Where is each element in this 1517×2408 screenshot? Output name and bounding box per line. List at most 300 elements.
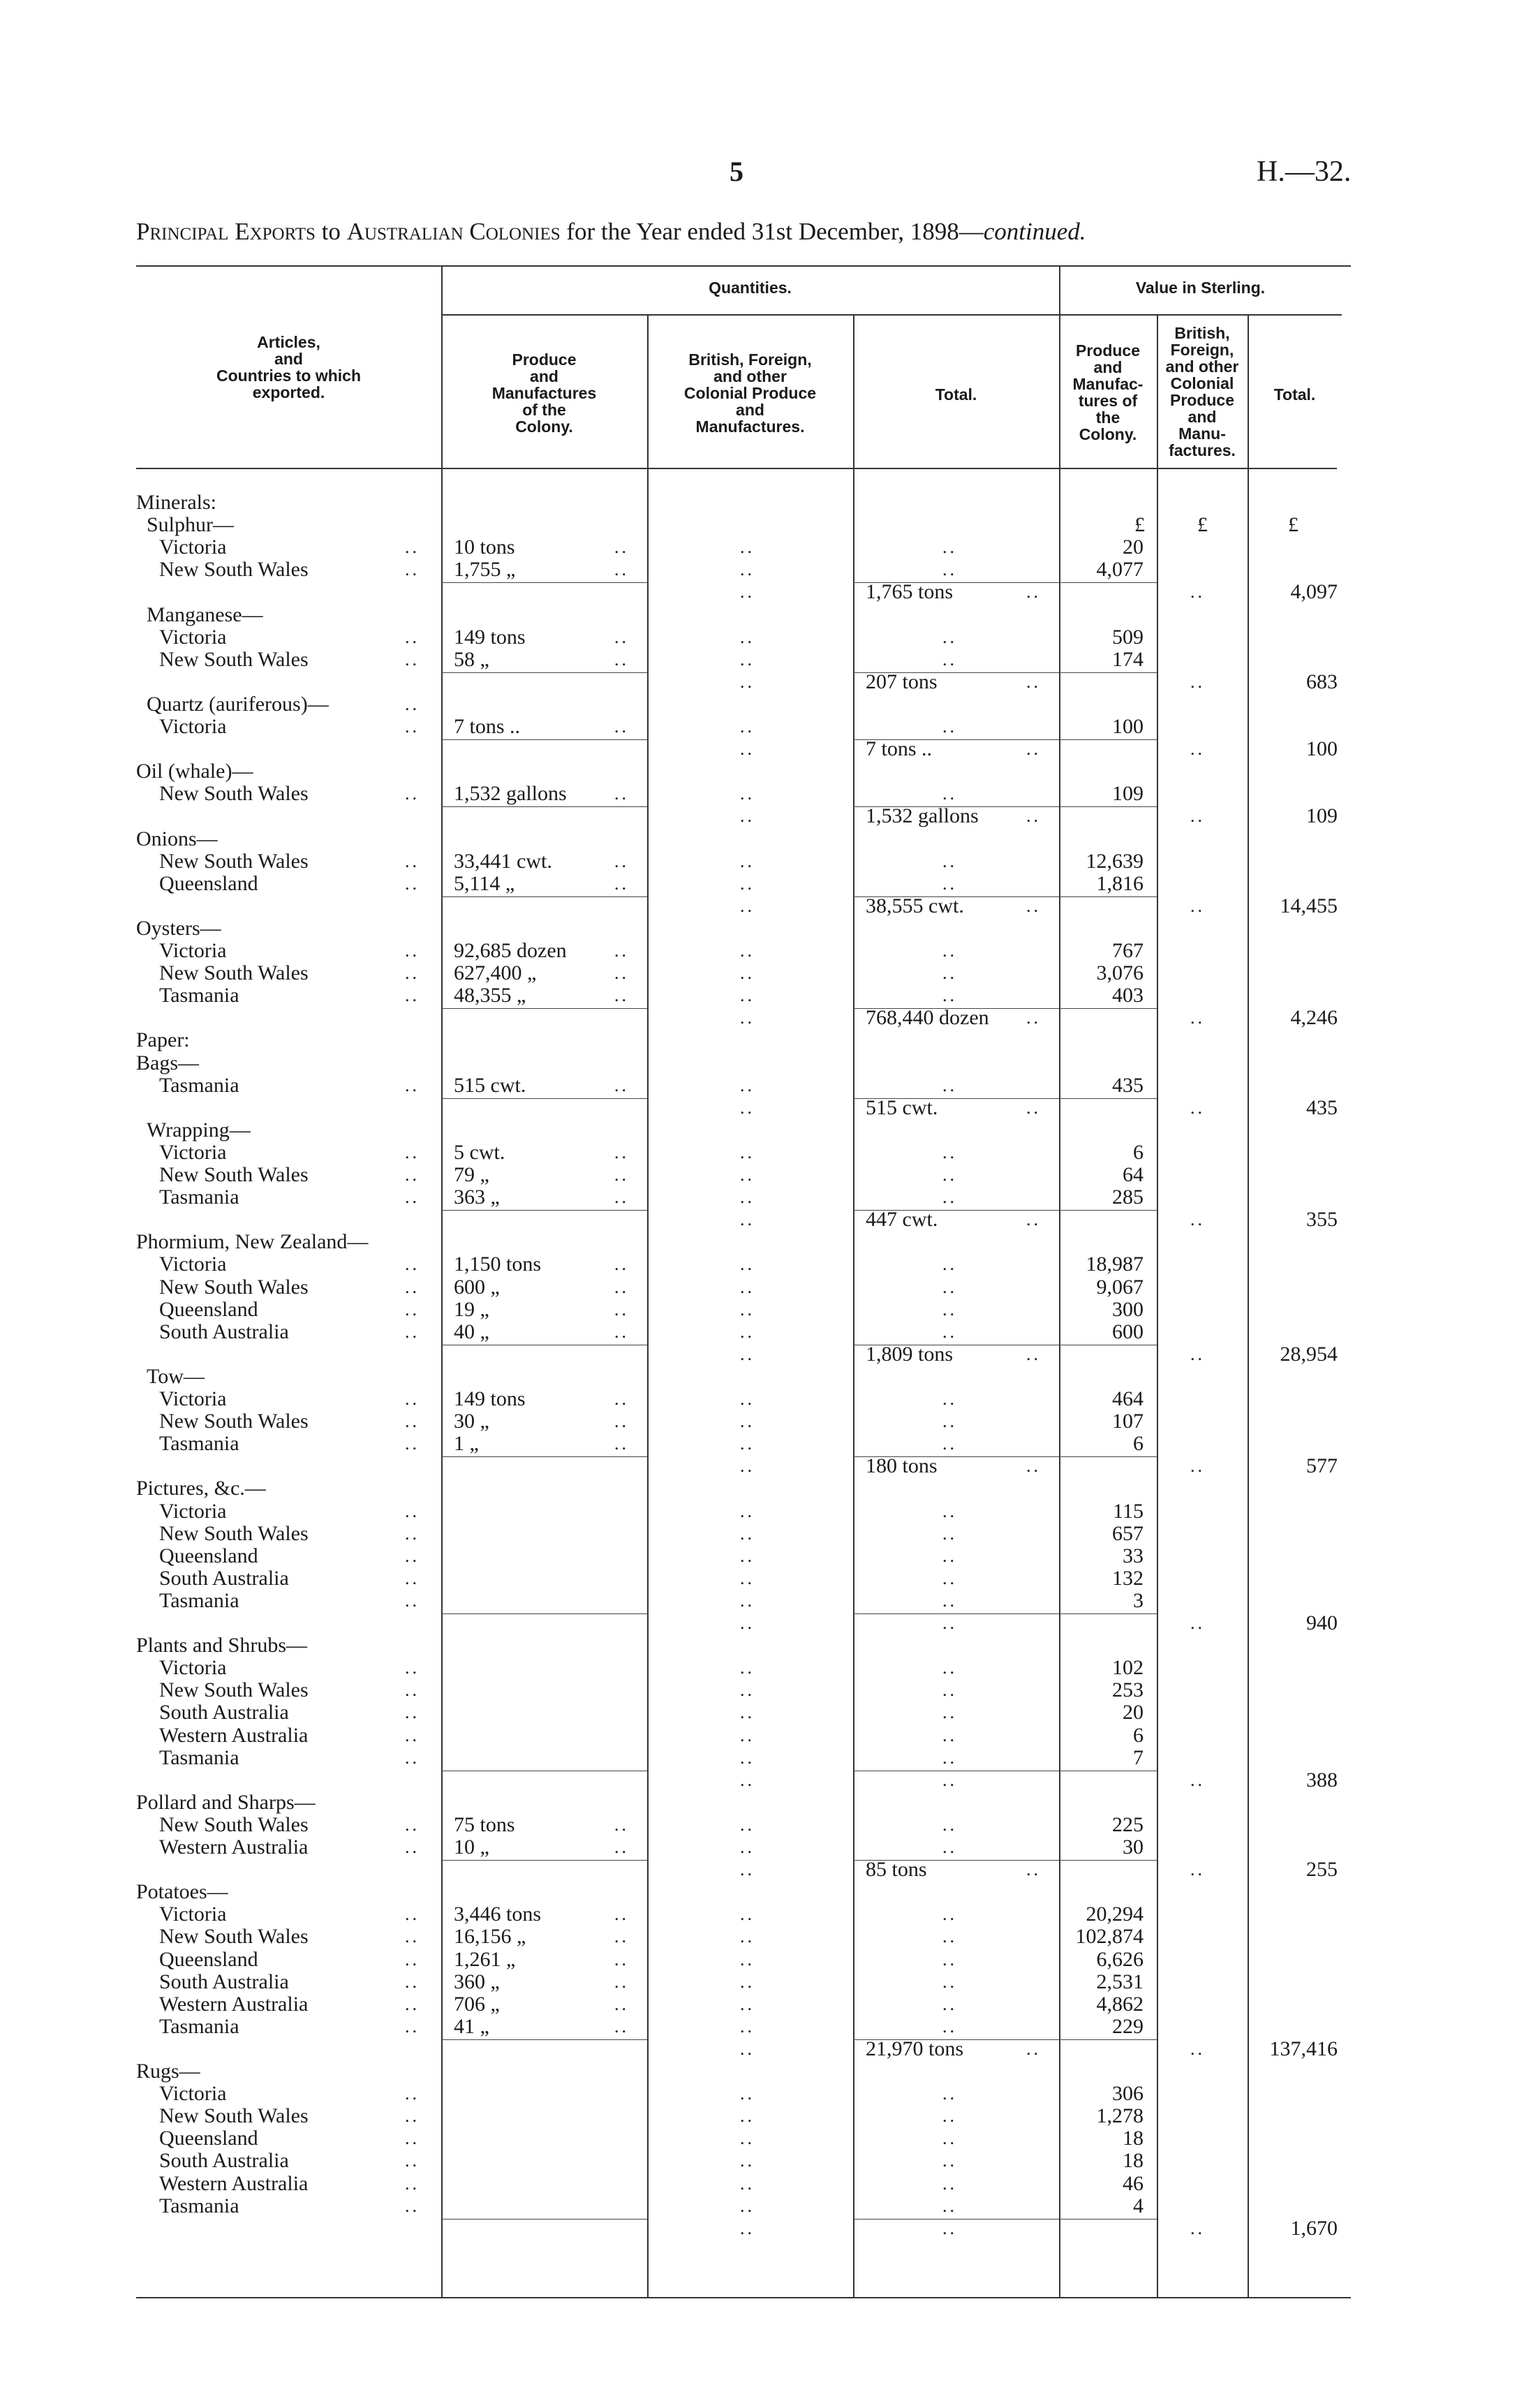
col-divider	[647, 314, 649, 2298]
value-produce: 3	[1133, 1588, 1144, 1612]
leader-dots: ..	[942, 1389, 957, 1409]
leader-dots: ..	[405, 1926, 420, 1947]
qty-produce-value: 360 „	[454, 1970, 500, 1993]
value-produce: 225	[1112, 1812, 1144, 1836]
leader-dots: ..	[614, 649, 629, 670]
leader-dots: ..	[740, 2016, 755, 2037]
leader-dots: ..	[740, 1769, 755, 1790]
leader-dots: ..	[740, 1613, 755, 1633]
country-label: Victoria	[159, 2082, 227, 2106]
country-label: New South Wales	[159, 1925, 309, 1949]
category-label: Rugs—	[136, 2060, 200, 2083]
leader-dots: ..	[740, 1500, 755, 1521]
leader-dots: ..	[740, 649, 755, 670]
country-label: Victoria	[159, 1140, 227, 1164]
leader-dots: ..	[942, 1724, 957, 1745]
leader-dots: ..	[405, 2195, 420, 2216]
leader-dots: ..	[740, 1859, 755, 1880]
value-produce: 253	[1112, 1678, 1144, 1702]
leader-dots: ..	[405, 2106, 420, 2127]
leader-dots: ..	[614, 1814, 629, 1835]
leader-dots: ..	[1190, 1209, 1205, 1230]
leader-dots: ..	[1026, 1007, 1041, 1028]
leader-dots: ..	[942, 2106, 957, 2127]
value-produce: 403	[1112, 984, 1144, 1007]
qty-produce-value: 1,261 „	[454, 1947, 516, 1971]
value-produce: 306	[1112, 2082, 1144, 2106]
country-label: Tasmania	[159, 1745, 239, 1769]
leader-dots: ..	[614, 1254, 629, 1275]
country-label: Western Australia	[159, 1723, 309, 1747]
leader-dots: ..	[740, 1837, 755, 1857]
page-number: 5	[730, 156, 743, 187]
category-label: Minerals:	[136, 491, 216, 514]
leader-dots: ..	[614, 1411, 629, 1432]
leader-dots: ..	[942, 1433, 957, 1454]
col-divider	[441, 265, 443, 2298]
category-label: Tow—	[147, 1364, 205, 1388]
qty-produce-value: 600 „	[454, 1275, 500, 1299]
leader-dots: ..	[942, 1567, 957, 1588]
leader-dots: ..	[614, 1904, 629, 1925]
category-label: Phormium, New Zealand—	[136, 1230, 369, 1254]
category-label: Paper:	[136, 1028, 190, 1052]
leader-dots: ..	[405, 1680, 420, 1701]
leader-dots: ..	[740, 716, 755, 737]
sum-rule	[441, 1098, 647, 1099]
value-produce: 18,987	[1086, 1253, 1144, 1276]
leader-dots: ..	[1190, 1456, 1205, 1477]
leader-dots: ..	[405, 1971, 420, 1992]
leader-dots: ..	[614, 1926, 629, 1947]
leader-dots: ..	[405, 1254, 420, 1275]
leader-dots: ..	[614, 1299, 629, 1320]
leader-dots: ..	[942, 1702, 957, 1723]
leader-dots: ..	[614, 1321, 629, 1342]
leader-dots: ..	[740, 2173, 755, 2194]
leader-dots: ..	[942, 1613, 957, 1633]
country-label: South Australia	[159, 1970, 289, 1993]
leader-dots: ..	[740, 2083, 755, 2104]
leader-dots: ..	[405, 1523, 420, 1544]
value-produce: 6	[1133, 1723, 1144, 1747]
qty-total-value: 1,765 tons	[866, 580, 954, 604]
leader-dots: ..	[740, 806, 755, 827]
value-produce: 600	[1112, 1320, 1144, 1343]
qty-produce-value: 1,755 „	[454, 558, 516, 582]
category-label: Potatoes—	[136, 1880, 228, 1904]
leader-dots: ..	[942, 1523, 957, 1544]
value-produce: 64	[1123, 1163, 1144, 1186]
country-label: New South Wales	[159, 2104, 309, 2128]
qty-produce-value: 19 „	[454, 1297, 489, 1321]
leader-dots: ..	[614, 559, 629, 580]
leader-dots: ..	[942, 2083, 957, 2104]
leader-dots: ..	[405, 1904, 420, 1925]
sum-rule	[441, 1210, 647, 1211]
leader-dots: ..	[405, 1567, 420, 1588]
value-produce: 30	[1123, 1835, 1144, 1859]
header-qty-british: British, Foreign, and other Colonial Produce and Manufactures.	[683, 350, 817, 436]
col-divider	[1059, 265, 1060, 2298]
country-label: Tasmania	[159, 1588, 239, 1612]
sum-rule	[441, 1860, 647, 1861]
country-label: Victoria	[159, 715, 227, 738]
country-label: South Australia	[159, 1566, 289, 1590]
leader-dots: ..	[942, 1321, 957, 1342]
leader-dots: ..	[1190, 1343, 1205, 1364]
leader-dots: ..	[1190, 895, 1205, 916]
sum-rule	[441, 2039, 647, 2040]
value-produce: 300	[1112, 1297, 1144, 1321]
country-label: New South Wales	[159, 1163, 309, 1186]
leader-dots: ..	[942, 1747, 957, 1768]
value-produce: 18	[1123, 2149, 1144, 2173]
leader-dots: ..	[405, 1074, 420, 1095]
leader-dots: ..	[405, 1724, 420, 1745]
leader-dots: ..	[740, 1747, 755, 1768]
leader-dots: ..	[1026, 895, 1041, 916]
leader-dots: ..	[614, 783, 629, 804]
leader-dots: ..	[942, 2150, 957, 2171]
sum-rule	[1059, 1456, 1157, 1457]
leader-dots: ..	[740, 1321, 755, 1342]
country-label: Victoria	[159, 1387, 227, 1410]
leader-dots: ..	[740, 873, 755, 894]
leader-dots: ..	[1190, 1613, 1205, 1633]
sum-rule	[1059, 1008, 1157, 1009]
sum-rule	[441, 806, 647, 807]
country-label: Western Australia	[159, 1992, 309, 2016]
value-produce: 33	[1123, 1544, 1144, 1567]
qty-produce-value: 10 „	[454, 1835, 489, 1859]
qty-produce-value: 1,150 tons	[454, 1253, 542, 1276]
leader-dots: ..	[942, 1500, 957, 1521]
document-reference: H.—32.	[1257, 156, 1352, 188]
leader-dots: ..	[405, 1545, 420, 1566]
leader-dots: ..	[740, 1456, 755, 1477]
leader-dots: ..	[942, 2217, 957, 2238]
country-label: New South Wales	[159, 782, 309, 806]
country-label: New South Wales	[159, 1812, 309, 1836]
country-label: New South Wales	[159, 1678, 309, 1702]
qty-produce-value: 5 cwt.	[454, 1140, 505, 1164]
leader-dots: ..	[942, 626, 957, 647]
sum-rule	[441, 1456, 647, 1457]
leader-dots: ..	[740, 1254, 755, 1275]
leader-dots: ..	[942, 1165, 957, 1185]
country-label: Tasmania	[159, 1073, 239, 1097]
qty-produce-value: 627,400 „	[454, 961, 537, 985]
leader-dots: ..	[614, 1433, 629, 1454]
leader-dots: ..	[740, 1949, 755, 1970]
value-produce: 20	[1123, 535, 1144, 559]
value-produce: 285	[1112, 1185, 1144, 1209]
value-total: 683	[1306, 670, 1338, 693]
leader-dots: ..	[740, 1142, 755, 1162]
category-label: Oil (whale)—	[136, 760, 253, 783]
leader-dots: ..	[942, 940, 957, 961]
leader-dots: ..	[942, 963, 957, 984]
sum-rule	[1059, 582, 1157, 583]
leader-dots: ..	[405, 1276, 420, 1297]
leader-dots: ..	[614, 1142, 629, 1162]
value-total: 435	[1306, 1095, 1338, 1119]
table-top-rule	[136, 265, 1351, 267]
sum-rule	[1059, 896, 1157, 897]
leader-dots: ..	[1026, 1097, 1041, 1118]
value-produce: 4,862	[1096, 1992, 1144, 2016]
leader-dots: ..	[1026, 806, 1041, 827]
country-label: Victoria	[159, 1656, 227, 1680]
leader-dots: ..	[942, 1814, 957, 1835]
leader-dots: ..	[740, 2106, 755, 2127]
leader-dots: ..	[1190, 582, 1205, 603]
value-total: 100	[1306, 737, 1338, 761]
value-produce: 9,067	[1096, 1275, 1144, 1299]
leader-dots: ..	[942, 2173, 957, 2194]
value-total: 577	[1306, 1454, 1338, 1478]
value-produce: 115	[1113, 1499, 1144, 1523]
leader-dots: ..	[740, 1993, 755, 2014]
leader-dots: ..	[942, 1904, 957, 1925]
leader-dots: ..	[942, 1187, 957, 1208]
country-label: New South Wales	[159, 849, 309, 873]
value-produce: 767	[1112, 939, 1144, 962]
value-produce: 12,639	[1086, 849, 1144, 873]
country-label: Queensland	[159, 1297, 258, 1321]
header-val-total: Total.	[1273, 385, 1316, 404]
leader-dots: ..	[405, 2173, 420, 2194]
value-total: 4,097	[1290, 580, 1338, 604]
col-divider	[1248, 314, 1249, 2298]
leader-dots: ..	[614, 1165, 629, 1185]
leader-dots: ..	[405, 1299, 420, 1320]
leader-dots: ..	[614, 985, 629, 1006]
title-continued: continued.	[983, 218, 1086, 245]
qty-produce-value: 149 tons	[454, 1387, 526, 1410]
sum-rule	[1059, 1210, 1157, 1211]
leader-dots: ..	[942, 783, 957, 804]
leader-dots: ..	[942, 873, 957, 894]
leader-dots: ..	[405, 2128, 420, 2149]
leader-dots: ..	[405, 1837, 420, 1857]
value-produce: 1,816	[1096, 871, 1144, 895]
qty-total-value: 21,970 tons	[866, 2037, 964, 2060]
qty-produce-value: 75 tons	[454, 1812, 515, 1836]
leader-dots: ..	[942, 1769, 957, 1790]
leader-dots: ..	[405, 2016, 420, 2037]
sum-rule	[1059, 1613, 1157, 1614]
leader-dots: ..	[405, 963, 420, 984]
leader-dots: ..	[942, 985, 957, 1006]
leader-dots: ..	[614, 1187, 629, 1208]
value-total: 109	[1306, 804, 1338, 828]
leader-dots: ..	[942, 1837, 957, 1857]
leader-dots: ..	[405, 1993, 420, 2014]
leader-dots: ..	[740, 1343, 755, 1364]
country-label: Victoria	[159, 1903, 227, 1926]
category-label: Sulphur—	[147, 513, 235, 537]
category-label: Wrapping—	[147, 1118, 251, 1142]
leader-dots: ..	[405, 2083, 420, 2104]
value-total: 355	[1306, 1208, 1338, 1232]
leader-dots: ..	[405, 850, 420, 871]
leader-dots: ..	[405, 559, 420, 580]
leader-dots: ..	[405, 1500, 420, 1521]
leader-dots: ..	[942, 2016, 957, 2037]
leader-dots: ..	[614, 1993, 629, 2014]
qty-total-value: 7 tons ..	[866, 737, 933, 761]
leader-dots: ..	[740, 1926, 755, 1947]
leader-dots: ..	[405, 1590, 420, 1611]
leader-dots: ..	[1026, 1343, 1041, 1364]
leader-dots: ..	[740, 985, 755, 1006]
category-label: Oysters—	[136, 916, 221, 940]
country-label: Tasmania	[159, 2014, 239, 2038]
leader-dots: ..	[614, 1074, 629, 1095]
leader-dots: ..	[614, 2016, 629, 2037]
header-qty-produce: Produce and Manufactures of the Colony.	[491, 350, 597, 436]
value-produce: 4,077	[1096, 558, 1144, 582]
leader-dots: ..	[942, 1276, 957, 1297]
qty-total-value: 207 tons	[866, 670, 938, 693]
header-value-sterling: Value in Sterling.	[1135, 279, 1266, 297]
leader-dots: ..	[614, 626, 629, 647]
leader-dots: ..	[740, 1545, 755, 1566]
leader-dots: ..	[405, 1702, 420, 1723]
leader-dots: ..	[740, 1097, 755, 1118]
currency-symbol: £	[1197, 513, 1208, 537]
leader-dots: ..	[740, 1276, 755, 1297]
currency-symbol: £	[1134, 513, 1145, 537]
country-label: Western Australia	[159, 1835, 309, 1859]
leader-dots: ..	[942, 1254, 957, 1275]
country-label: Queensland	[159, 871, 258, 895]
country-label: Tasmania	[159, 1432, 239, 1456]
leader-dots: ..	[614, 940, 629, 961]
leader-dots: ..	[405, 940, 420, 961]
leader-dots: ..	[942, 1545, 957, 1566]
sum-rule	[441, 582, 647, 583]
leader-dots: ..	[942, 850, 957, 871]
leader-dots: ..	[942, 1411, 957, 1432]
leader-dots: ..	[614, 716, 629, 737]
leader-dots: ..	[942, 649, 957, 670]
qty-produce-value: 515 cwt.	[454, 1073, 526, 1097]
leader-dots: ..	[740, 1702, 755, 1723]
qty-produce-value: 40 „	[454, 1320, 489, 1343]
leader-dots: ..	[740, 1007, 755, 1028]
qty-produce-value: 79 „	[454, 1163, 489, 1186]
leader-dots: ..	[740, 1971, 755, 1992]
qty-produce-value: 5,114 „	[454, 871, 515, 895]
leader-dots: ..	[942, 2195, 957, 2216]
qty-produce-value: 149 tons	[454, 625, 526, 649]
category-label: Manganese—	[147, 603, 263, 626]
country-label: New South Wales	[159, 961, 309, 985]
leader-dots: ..	[740, 1165, 755, 1185]
leader-dots: ..	[740, 559, 755, 580]
value-total: 137,416	[1269, 2037, 1338, 2060]
leader-dots: ..	[942, 1993, 957, 2014]
value-total: 28,954	[1280, 1342, 1338, 1366]
leader-dots: ..	[614, 1389, 629, 1409]
header-quantities: Quantities.	[709, 279, 792, 297]
leader-dots: ..	[942, 1590, 957, 1611]
value-produce: 1,278	[1096, 2104, 1144, 2128]
value-total: 4,246	[1290, 1006, 1338, 1030]
sum-rule	[1059, 806, 1157, 807]
leader-dots: ..	[1190, 1769, 1205, 1790]
country-label: South Australia	[159, 1701, 289, 1724]
leader-dots: ..	[740, 1680, 755, 1701]
leader-dots: ..	[942, 716, 957, 737]
leader-dots: ..	[1026, 671, 1041, 692]
value-produce: 4	[1133, 2194, 1144, 2217]
leader-dots: ..	[740, 783, 755, 804]
leader-dots: ..	[1190, 806, 1205, 827]
value-produce: 3,076	[1096, 961, 1144, 985]
leader-dots: ..	[942, 1926, 957, 1947]
value-produce: 132	[1112, 1566, 1144, 1590]
title-colonies: Australian Colonies	[346, 218, 561, 245]
category-label: Quartz (auriferous)—	[147, 692, 329, 716]
leader-dots: ..	[614, 1276, 629, 1297]
leader-dots: ..	[405, 716, 420, 737]
leader-dots: ..	[740, 895, 755, 916]
sum-rule	[441, 1613, 647, 1614]
leader-dots: ..	[942, 559, 957, 580]
leader-dots: ..	[614, 1971, 629, 1992]
leader-dots: ..	[1026, 1859, 1041, 1880]
leader-dots: ..	[740, 537, 755, 558]
leader-dots: ..	[1190, 1859, 1205, 1880]
leader-dots: ..	[1026, 739, 1041, 760]
leader-dots: ..	[1026, 582, 1041, 603]
country-label: Queensland	[159, 2127, 258, 2150]
leader-dots: ..	[740, 1074, 755, 1095]
leader-dots: ..	[740, 1904, 755, 1925]
leader-dots: ..	[740, 2128, 755, 2149]
country-label: New South Wales	[159, 1521, 309, 1545]
value-produce: 174	[1112, 647, 1144, 671]
country-label: Victoria	[159, 625, 227, 649]
leader-dots: ..	[1190, 671, 1205, 692]
value-total: 255	[1306, 1858, 1338, 1882]
leader-dots: ..	[740, 1523, 755, 1544]
value-produce: 6	[1133, 1140, 1144, 1164]
value-produce: 657	[1112, 1521, 1144, 1545]
sum-rule	[1059, 672, 1157, 673]
value-produce: 18	[1123, 2127, 1144, 2150]
category-label: Onions—	[136, 827, 218, 850]
header-articles: Articles, and Countries to which exported.	[216, 333, 361, 401]
leader-dots: ..	[1190, 1007, 1205, 1028]
leader-dots: ..	[1026, 1209, 1041, 1230]
qty-produce-value: 30 „	[454, 1410, 489, 1433]
header-val-produce: Produce and Manufac- tures of the Colony.	[1072, 341, 1144, 443]
leader-dots: ..	[740, 2195, 755, 2216]
value-produce: 2,531	[1096, 1970, 1144, 1993]
title-rest: for the Year ended 31st December, 1898—	[566, 218, 984, 245]
value-produce: 229	[1112, 2014, 1144, 2038]
leader-dots: ..	[405, 985, 420, 1006]
leader-dots: ..	[740, 2217, 755, 2238]
country-label: Tasmania	[159, 1185, 239, 1209]
currency-symbol: £	[1288, 513, 1298, 537]
sum-rule	[1059, 1098, 1157, 1099]
